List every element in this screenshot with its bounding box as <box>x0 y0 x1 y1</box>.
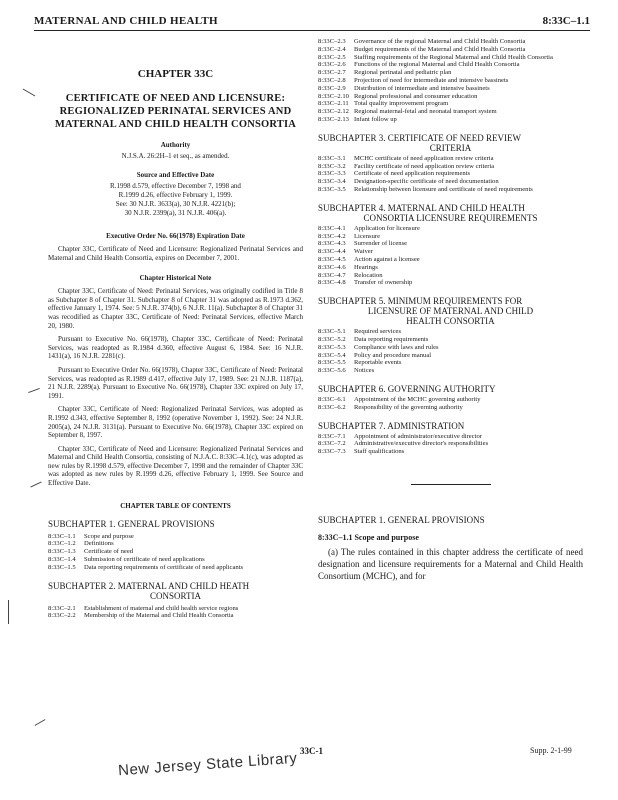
subchapter-7-list <box>318 433 583 456</box>
history-paragraph: Pursuant to Executive Order No. 66(1978), Chapter 33C, Certificate of Need: Perinatal Services, was readopted as R.1989 d.417, effective July 17, 1989. See: 21 N.J.R. 1187(a), 21 N.J.R. 2289(a). Pursuant to Executive No. 66(1978), Chapter 33C expired on July 17, 1991. <box>48 365 303 400</box>
page-number: 33C-1 <box>300 746 323 756</box>
scan-mark <box>35 719 46 726</box>
toc-item: 8:33C–2.3 Governance of the regional Maternal and Child Health Consortia <box>318 38 526 45</box>
toc-item: 8:33C–3.3 Certificate of need application requirements <box>318 170 471 178</box>
history-paragraph: Chapter 33C, Certificate of Need and Licensure: Regionalized Perinatal Services and Maternal and Child Health Consortia, consisting of N.J.A.C. 8:33C–4.1(c), was adopted as new rules by R.1998 d.579, effective December 7, 1998 and the remainder of Chapter 33C was adopted as new rules by R.1999 d.26, effective February 1, 1999. See Source and Effective Date. <box>48 444 303 488</box>
toc-item: 8:33C–7.3 Staff qualifications <box>318 448 405 456</box>
toc-item: 8:33C–1.2 Definitions <box>48 540 114 548</box>
subchapter-6-list <box>318 396 583 412</box>
toc-item: 8:33C–1.3 Certificate of need <box>48 548 134 556</box>
subchapter-6-title: SUBCHAPTER 6. GOVERNING AUTHORITY <box>318 383 496 394</box>
toc-item: 8:33C–4.5 Action against a licensee <box>318 255 420 263</box>
toc-item: 8:33C–4.2 Licensure <box>318 232 380 240</box>
toc-item: 8:33C–4.8 Transfer of ownership <box>318 279 413 287</box>
toc-item: 8:33C–4.4 Waiver <box>318 248 373 256</box>
source-line: See: 30 N.J.R. 3633(a), 30 N.J.R. 4221(b); <box>115 200 236 208</box>
left-column <box>48 40 303 620</box>
subchapter-1-title: SUBCHAPTER 1. GENERAL PROVISIONS <box>48 518 215 529</box>
subchapter-4-title: SUBCHAPTER 4. MATERNAL AND CHILD HEALTH CONSORTIA LICENSURE REQUIREMENTS <box>318 202 538 223</box>
source-line: R.1998 d.579, effective December 7, 1998 and <box>110 182 241 190</box>
toc-item: 8:33C–6.1 Appointment of the MCHC governing authority <box>318 395 481 403</box>
authority-text: N.J.S.A. 26:2H–1 et seq., as amended. <box>121 152 230 160</box>
toc-item: 8:33C–3.1 MCHC certificate of need application review criteria <box>318 154 494 162</box>
subchapter-5-list <box>318 328 583 375</box>
eo-heading: Executive Order No. 66(1978) Expiration Date <box>106 232 245 240</box>
toc-item: 8:33C–6.2 Responsibility of the governing authority <box>318 403 463 411</box>
toc-item: 8:33C–5.5 Reportable events <box>318 359 402 367</box>
supplement-date: Supp. 2-1-99 <box>530 746 572 755</box>
toc-item: 8:33C–2.13 Infant follow up <box>318 115 397 123</box>
toc-heading: CHAPTER TABLE OF CONTENTS <box>120 501 231 510</box>
toc-item: 8:33C–5.4 Policy and procedure manual <box>318 351 432 359</box>
source-text <box>48 182 303 218</box>
toc-item: 8:33C–2.12 Regional maternal-fetal and neonatal transport system <box>318 108 497 116</box>
toc-item: 8:33C–3.4 Designation-specific certificate of need documentation <box>318 178 499 186</box>
section-text: (a) The rules contained in this chapter address the certificate of need designation and licensure requirements for a Maternal and Child Health Consortium (MCHC), and for <box>318 546 583 581</box>
header-title: MATERNAL AND CHILD HEALTH <box>34 15 218 27</box>
toc-item: 8:33C–1.4 Submission of certificate of need applications <box>48 556 205 564</box>
authority-heading: Authority <box>160 141 191 149</box>
toc-item: 8:33C–2.9 Distribution of intermediate and intensive bassinets <box>318 84 490 92</box>
toc-item: 8:33C–5.6 Notices <box>318 367 375 375</box>
source-line: 30 N.J.R. 2399(a), 31 N.J.R. 406(a). <box>124 209 227 217</box>
body-subchapter-title: SUBCHAPTER 1. GENERAL PROVISIONS <box>318 514 485 525</box>
chapter-number: CHAPTER 33C <box>137 68 214 80</box>
source-heading: Source and Effective Date <box>136 171 215 179</box>
subchapter-2-list <box>48 605 303 621</box>
history-paragraph: Chapter 33C, Certificate of Need: Regionalized Perinatal Services, was adopted as R.1992 d.343, effective September 8, 1992 (operative November 1, 1992). See: 24 N.J.R. 2005(a), 24 N.J.R. 3131(a). Pursuant to Executive No. 66(1978), Chapter 33C expired on September 8, 1997. <box>48 405 303 440</box>
running-header <box>34 12 590 31</box>
toc-item: 8:33C–4.7 Relocation <box>318 271 383 279</box>
header-section-number: 8:33C–1.1 <box>542 15 590 27</box>
toc-item: 8:33C–2.8 Projection of need for intermediate and intensive bassinets <box>318 76 509 84</box>
toc-item: 8:33C–4.6 Hearings <box>318 263 378 271</box>
subchapter-5-title: SUBCHAPTER 5. MINIMUM REQUIREMENTS FOR LICENSURE OF MATERNAL AND CHILD HEALTH CONSORTIA <box>318 296 534 327</box>
toc-item: 8:33C–2.6 Functions of the regional Maternal and Child Health Consortia <box>318 61 520 69</box>
section-title: 8:33C–1.1 Scope and purpose <box>318 532 419 542</box>
subchapter-3-list <box>318 155 583 194</box>
toc-item: 8:33C–2.10 Regional professional and consumer education <box>318 92 478 100</box>
toc-item: 8:33C–2.2 Membership of the Maternal and Child Health Consortia <box>48 612 234 620</box>
toc-item: 8:33C–5.2 Data reporting requirements <box>318 335 429 343</box>
subchapter-4-list <box>318 225 583 287</box>
subchapter-2-title: SUBCHAPTER 2. MATERNAL AND CHILD HEATH CONSORTIA <box>48 580 250 601</box>
toc-item: 8:33C–2.1 Establishment of maternal and child health service regions <box>48 604 239 612</box>
history-heading: Chapter Historical Note <box>139 274 212 283</box>
subchapter-1-list <box>48 533 303 572</box>
library-stamp: New Jersey State Library <box>117 749 298 780</box>
toc-item: 8:33C–1.1 Scope and purpose <box>48 532 134 540</box>
scan-mark <box>23 89 36 97</box>
chapter-title: CERTIFICATE OF NEED AND LICENSURE: REGIONALIZED PERINATAL SERVICES AND MATERNAL AND CHILD HEALTH CONSORTIA <box>54 93 297 130</box>
toc-item: 8:33C–5.3 Compliance with laws and rules <box>318 343 439 351</box>
history-paragraph: Chapter 33C, Certificate of Need: Perinatal Services, was originally codified in Title 8 as Subchapter 8 of Chapter 31. Subchapter 8 of Chapter 31 was adopted as R.1973 d.362, effective January 1, 1974. See: 5 N.J.R. 374(b), 6 N.J.R. 11(a). Subchapter 8 of Chapter 31 was recodified as Chapter 33C, Certificate of Need: Perinatal Services, effective March 20, 1980. <box>48 287 303 330</box>
toc-item: 8:33C–2.11 Total quality improvement program <box>318 100 449 108</box>
subchapter-7-title: SUBCHAPTER 7. ADMINISTRATION <box>318 420 465 431</box>
source-line: R.1999 d.26, effective February 1, 1999. <box>118 191 233 199</box>
toc-item: 8:33C–5.1 Required services <box>318 328 402 336</box>
scan-mark <box>8 600 9 624</box>
toc-item: 8:33C–3.5 Relationship between licensure and certificate of need requirements <box>318 185 533 193</box>
toc-item: 8:33C–4.3 Surrender of license <box>318 240 408 248</box>
toc-item: 8:33C–7.2 Administrative/executive director's responsibilities <box>318 440 489 448</box>
eo-text: Chapter 33C, Certificate of Need and Licensure: Regionalized Perinatal Services and Maternal and Child Health Consortia, expires on December 7, 2001. <box>48 245 303 262</box>
toc-item: 8:33C–3.2 Facility certificate of need application review criteria <box>318 162 495 170</box>
toc-item: 8:33C–2.7 Regional perinatal and pediatric plan <box>318 69 452 77</box>
toc-item: 8:33C–7.1 Appointment of administrator/executive director <box>318 432 482 440</box>
subchapter-2-list-continued <box>318 38 583 124</box>
right-column <box>318 36 583 582</box>
toc-item: 8:33C–2.5 Staffing requirements of the Regional Maternal and Child Health Consortia <box>318 53 553 61</box>
subchapter-3-title: SUBCHAPTER 3. CERTIFICATE OF NEED REVIEW CRITERIA <box>318 132 521 153</box>
toc-item: 8:33C–2.4 Budget requirements of the Maternal and Child Health Consortia <box>318 45 526 53</box>
toc-item: 8:33C–1.5 Data reporting requirements of certificate of need applicants <box>48 563 244 571</box>
toc-item: 8:33C–4.1 Application for licensure <box>318 224 420 232</box>
scan-mark <box>28 388 40 393</box>
scan-mark <box>30 482 41 488</box>
divider <box>411 484 491 485</box>
history-paragraph: Pursuant to Executive No. 66(1978), Chapter 33C, Certificate of Need: Perinatal Services, was readopted as R.1984 d.360, effective August 6, 1984. See: 16 N.J.R. 1431(a), 16 N.J.R. 2281(c). <box>48 335 303 361</box>
